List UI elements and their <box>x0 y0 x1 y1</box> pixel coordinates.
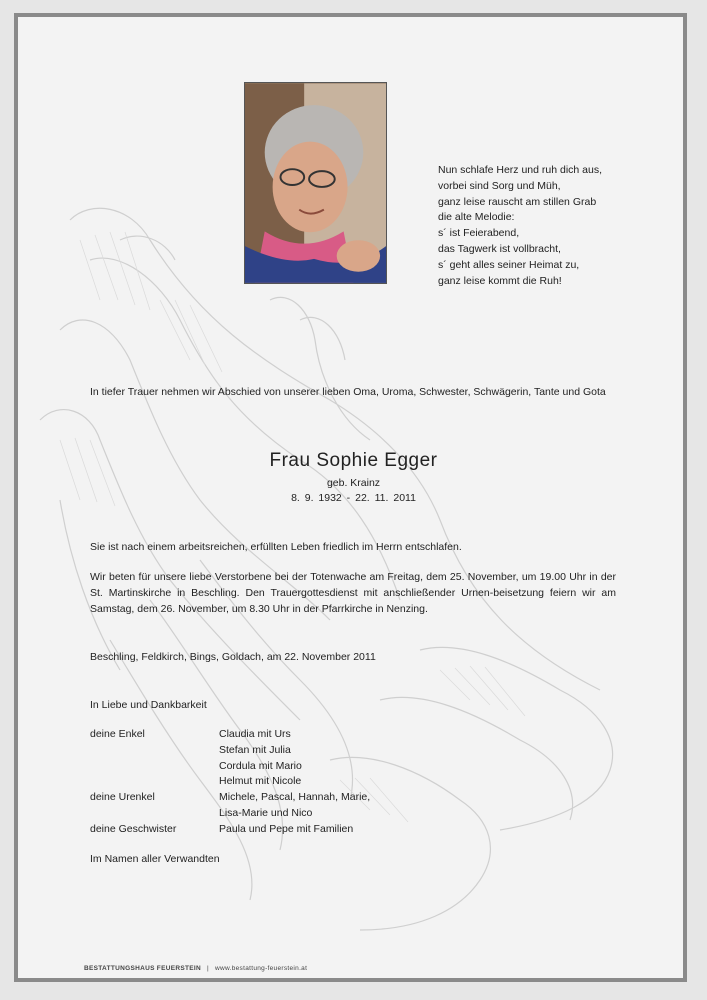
family-value: Michele, Pascal, Hannah, Marie, <box>219 791 371 804</box>
poem-line: ganz leise rauscht am stillen Grab <box>438 195 597 208</box>
portrait-photo <box>244 82 387 284</box>
intro-text: In tiefer Trauer nehmen wir Abschied von unserer lieben Oma, Uroma, Schwester, Schwägerin, Tante und Gota <box>90 386 606 398</box>
poem <box>438 163 658 289</box>
family-row <box>90 790 479 806</box>
family-value: Lisa-Marie und Nico <box>219 806 313 819</box>
family-label <box>90 759 219 775</box>
poem-line: Nun schlafe Herz und ruh dich aus, <box>438 164 603 176</box>
portrait-icon <box>245 83 386 283</box>
family-label <box>90 774 219 790</box>
paragraph-services: Wir beten für unsere liebe Verstorbene bei der Totenwache am Freitag, dem 25. November, um 19.00 Uhr in der St. Martinskirche in Beschling. Den Trauergottesdienst mit anschließender Urnen-beisetzung feiern wir am Samstag, dem 26. November, um 8.30 Uhr in der Pfarrkirche in Nenzing. <box>90 571 616 615</box>
family-row <box>90 774 479 790</box>
footer <box>84 965 307 972</box>
family-value: Stefan mit Julia <box>219 743 291 756</box>
family-row <box>90 806 479 822</box>
footer-website: www.bestattung-feuerstein.at <box>214 965 308 972</box>
poem-line: s´ ist Feierabend, <box>438 227 520 240</box>
deceased-name: Frau Sophie Egger <box>269 450 438 471</box>
poem-line: s´ geht alles seiner Heimat zu, <box>438 258 580 271</box>
place-date: Beschling, Feldkirch, Bings, Goldach, am 22. November 2011 <box>90 651 376 663</box>
family-value: Paula und Pepe mit Familien <box>219 822 354 835</box>
family-list <box>90 727 479 838</box>
family-value: Claudia mit Urs <box>219 728 291 740</box>
closing-line: Im Namen aller Verwandten <box>90 853 220 865</box>
family-label <box>90 806 219 822</box>
family-row <box>90 759 479 775</box>
family-row <box>90 727 479 743</box>
birth-name: geb. Krainz <box>326 477 381 489</box>
love-line: In Liebe und Dankbarkeit <box>90 699 207 711</box>
family-value: Cordula mit Mario <box>219 759 302 772</box>
family-row <box>90 822 479 838</box>
footer-brand: BESTATTUNGSHAUS FEUERSTEIN <box>84 965 201 972</box>
family-label: deine Enkel <box>90 728 145 740</box>
life-dates: 8. 9. 1932 - 22. 11. 2011 <box>291 492 416 504</box>
poem-line: die alte Melodie: <box>438 211 515 224</box>
family-row <box>90 743 479 759</box>
poem-line: ganz leise kommt die Ruh! <box>438 274 562 287</box>
poem-line: vorbei sind Sorg und Müh, <box>438 179 561 192</box>
family-label: deine Geschwister <box>90 822 177 835</box>
footer-separator: | <box>206 965 209 972</box>
paragraph-passing: Sie ist nach einem arbeitsreichen, erfüllten Leben friedlich im Herrn entschlafen. <box>90 541 462 553</box>
family-value: Helmut mit Nicole <box>219 775 302 788</box>
family-label <box>90 743 219 759</box>
family-label: deine Urenkel <box>90 791 155 804</box>
poem-line: das Tagwerk ist vollbracht, <box>438 242 561 255</box>
